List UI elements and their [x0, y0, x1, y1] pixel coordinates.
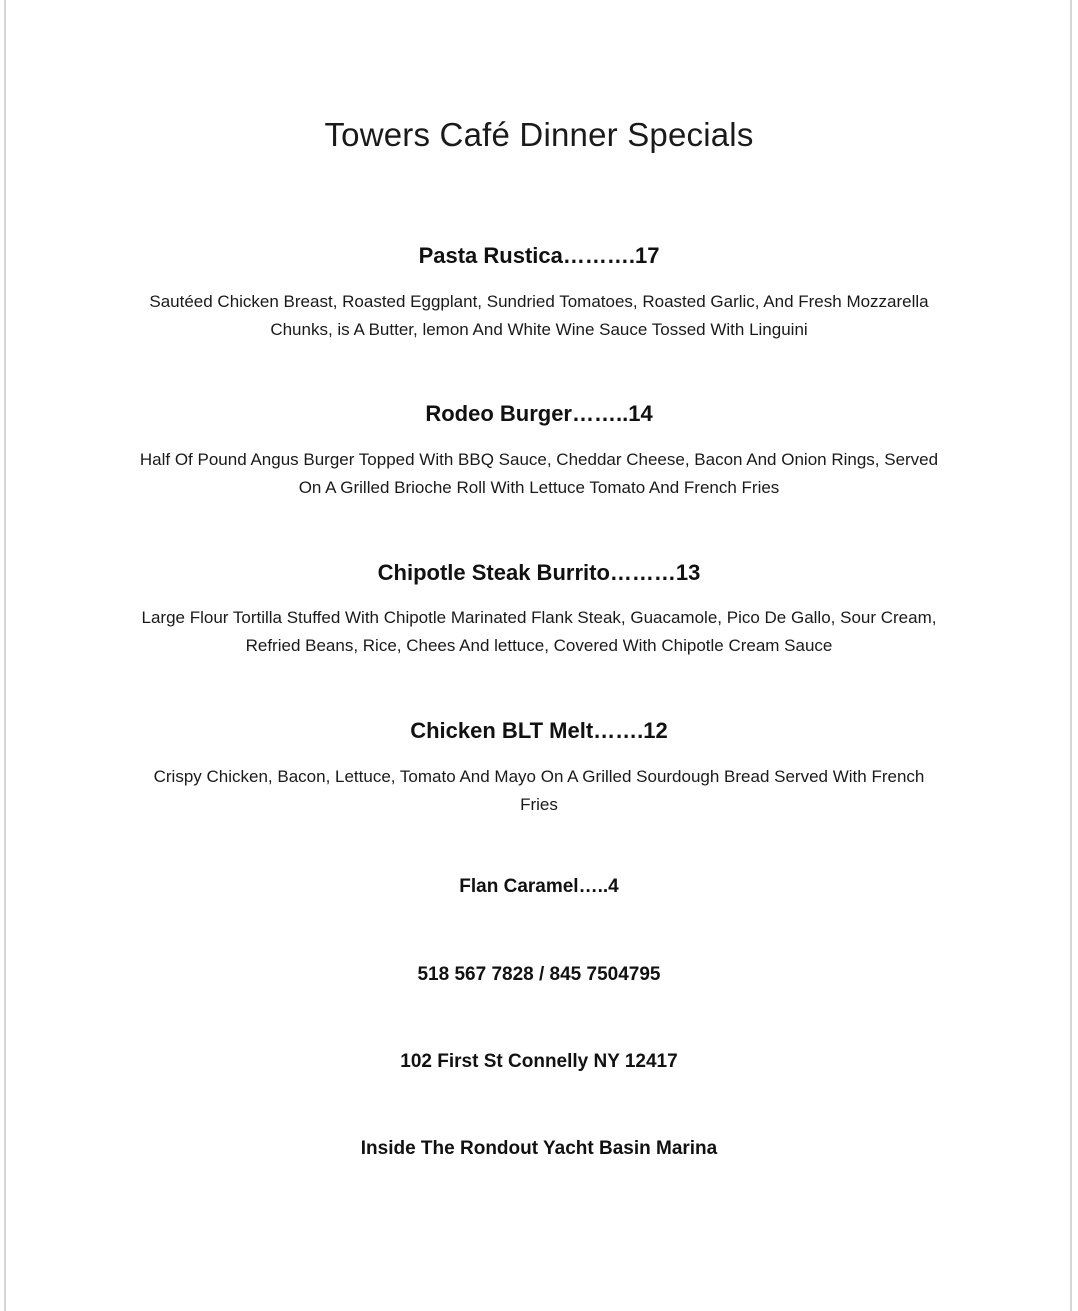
menu-item-name-pasta-rustica: Pasta Rustica……….17 [418, 243, 660, 268]
menu-item-description-pasta-rustica: Sautéed Chicken Breast, Roasted Eggplant, Sundried Tomatoes, Roasted Garlic, And Fresh Mozzarella Chunks, is A Butter, lemon And White Wine Sauce Tossed With Linguini [149, 292, 929, 339]
address: 102 First St Connelly NY 12417 [400, 1051, 678, 1072]
page-title: Towers Café Dinner Specials [324, 116, 754, 153]
location-note: Inside The Rondout Yacht Basin Marina [360, 1138, 718, 1159]
menu-item-description-rodeo-burger: Half Of Pound Angus Burger Topped With BBQ Sauce, Cheddar Cheese, Bacon And Onion Rings, Served On A Grilled Brioche Roll With Lettuce Tomato And French Fries [139, 450, 939, 497]
menu-item-name-chicken-blt-melt: Chicken BLT Melt…….12 [410, 718, 668, 743]
menu-item-description-chicken-blt-melt: Crispy Chicken, Bacon, Lettuce, Tomato And Mayo On A Grilled Sourdough Bread Served With French Fries [153, 767, 925, 814]
menu-item-name-rodeo-burger: Rodeo Burger……..14 [425, 401, 653, 426]
menu-item-name-chipotle-steak-burrito: Chipotle Steak Burrito………13 [377, 560, 701, 585]
phone-numbers: 518 567 7828 / 845 7504795 [417, 964, 661, 985]
dessert-item: Flan Caramel…..4 [459, 876, 619, 897]
menu-item-description-chipotle-steak-burrito: Large Flour Tortilla Stuffed With Chipotle Marinated Flank Steak, Guacamole, Pico De Gallo, Sour Cream, Refried Beans, Rice, Chees And lettuce, Covered With Chipotle Cream Sauce [141, 608, 937, 655]
